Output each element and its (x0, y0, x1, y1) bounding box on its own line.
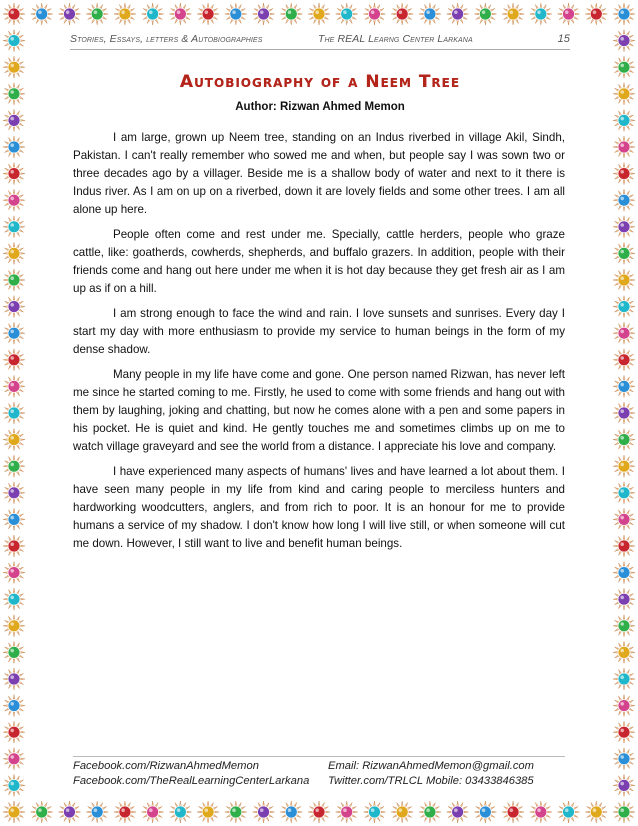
footer-divider (73, 756, 565, 757)
star-ornament-icon (613, 774, 635, 796)
star-ornament-icon (558, 801, 580, 823)
star-ornament-icon (169, 801, 191, 823)
essay-body (73, 129, 565, 560)
star-ornament-icon (3, 242, 25, 264)
star-ornament-icon (3, 322, 25, 344)
star-ornament-icon (447, 3, 469, 25)
star-ornament-icon (114, 3, 136, 25)
star-ornament-icon (253, 801, 275, 823)
star-ornament-icon (114, 801, 136, 823)
star-ornament-icon (280, 3, 302, 25)
star-ornament-icon (613, 349, 635, 371)
star-ornament-icon (3, 721, 25, 743)
star-ornament-icon (197, 3, 219, 25)
star-ornament-icon (253, 3, 275, 25)
star-ornament-icon (3, 588, 25, 610)
page-footer (73, 759, 565, 789)
star-ornament-icon (419, 3, 441, 25)
star-ornament-icon (613, 163, 635, 185)
star-ornament-icon (3, 748, 25, 770)
star-ornament-icon (3, 56, 25, 78)
star-ornament-icon (613, 269, 635, 291)
star-ornament-icon (613, 109, 635, 131)
star-ornament-icon (613, 695, 635, 717)
star-ornament-icon (31, 3, 53, 25)
star-ornament-icon (585, 801, 607, 823)
star-ornament-icon (142, 3, 164, 25)
star-ornament-icon (280, 801, 302, 823)
page-header (70, 33, 570, 49)
star-ornament-icon (225, 801, 247, 823)
star-ornament-icon (613, 482, 635, 504)
star-ornament-icon (613, 83, 635, 105)
star-ornament-icon (3, 189, 25, 211)
star-ornament-icon (3, 801, 25, 823)
star-ornament-icon (3, 668, 25, 690)
star-ornament-icon (3, 429, 25, 451)
star-ornament-icon (169, 3, 191, 25)
star-ornament-icon (3, 349, 25, 371)
footer-email: Email: RizwanAhmedMemon@gmail.com (328, 760, 534, 772)
footer-facebook-personal: Facebook.com/RizwanAhmedMemon (73, 760, 259, 772)
star-ornament-icon (3, 296, 25, 318)
star-ornament-icon (364, 3, 386, 25)
star-ornament-icon (502, 801, 524, 823)
star-ornament-icon (3, 562, 25, 584)
star-ornament-icon (613, 668, 635, 690)
star-ornament-icon (3, 216, 25, 238)
star-ornament-icon (31, 801, 53, 823)
star-ornament-icon (3, 83, 25, 105)
star-ornament-icon (613, 296, 635, 318)
star-ornament-icon (613, 429, 635, 451)
star-ornament-icon (613, 189, 635, 211)
star-ornament-icon (391, 3, 413, 25)
star-ornament-icon (613, 455, 635, 477)
star-ornament-icon (3, 615, 25, 637)
paragraph: I am large, grown up Neem tree, standing on an Indus riverbed in village Akil, Sindh, Pakistan. I can't really remember who sowed me and when, but people say I was sown two or three decades ago by a villager. Beside me is a shallow body of water and next to it there is Indus river. As I am on up on a riverbed, down it are lovely fields and some other trees. I am all alone up here. (73, 131, 565, 216)
paragraph: Many people in my life have come and gone. One person named Rizwan, has never left me since he started coming to me. Firstly, he used to come with some friends and hang out with them by laughing, joking and chatting, but now he comes alone with a pen and some papers in his pocket. He is quiet and kind. He gently touches me and sometimes climbs up on me to watch village graveyard and see the world from a distance. I appreciate his love and company. (73, 368, 565, 453)
star-ornament-icon (613, 535, 635, 557)
star-ornament-icon (613, 136, 635, 158)
star-ornament-icon (391, 801, 413, 823)
star-ornament-icon (558, 3, 580, 25)
star-ornament-icon (3, 695, 25, 717)
star-ornament-icon (474, 801, 496, 823)
star-ornament-icon (3, 136, 25, 158)
star-ornament-icon (86, 801, 108, 823)
star-ornament-icon (613, 641, 635, 663)
star-ornament-icon (613, 242, 635, 264)
star-ornament-icon (613, 402, 635, 424)
paragraph: People often come and rest under me. Specially, cattle herders, people who graze cattle, like: goatherds, cowherds, shepherds, and buffalo grazers. In addition, people with their friends come and hang out here under me when it is hot day because they get fresh air as I am up as if on a hill. (73, 228, 565, 295)
header-center-title: The REAL Learng Center Larkana (318, 33, 473, 45)
star-ornament-icon (502, 3, 524, 25)
star-ornament-icon (336, 3, 358, 25)
star-ornament-icon (86, 3, 108, 25)
page-number: 15 (557, 33, 570, 45)
star-ornament-icon (530, 801, 552, 823)
star-ornament-icon (3, 641, 25, 663)
star-ornament-icon (3, 402, 25, 424)
star-ornament-icon (308, 3, 330, 25)
footer-facebook-center: Facebook.com/TheRealLearningCenterLarkana (73, 775, 310, 787)
star-ornament-icon (142, 801, 164, 823)
header-divider (70, 49, 570, 50)
star-ornament-icon (613, 375, 635, 397)
star-ornament-icon (3, 30, 25, 52)
paragraph: I am strong enough to face the wind and rain. I love sunsets and sunrises. Every day I start my day with more enthusiasm to provide my service to human beings in the form of my dense shadow. (73, 307, 565, 356)
star-ornament-icon (3, 3, 25, 25)
star-ornament-icon (613, 721, 635, 743)
star-ornament-icon (613, 322, 635, 344)
star-ornament-icon (3, 163, 25, 185)
star-ornament-icon (225, 3, 247, 25)
paragraph: I have experienced many aspects of humans' lives and have learned a lot about them. I have seen many people in my life from kind and caring people to merciless hunters and hardworking woodcutters, anglers, and from rich to poor. It is an honour for me to provide humans a service of my shadow. I don't know how long I will live still, or when someone will cut me down. However, I still want to live and benefit human beings. (73, 465, 565, 550)
star-ornament-icon (3, 269, 25, 291)
star-ornament-icon (613, 508, 635, 530)
star-ornament-icon (419, 801, 441, 823)
star-ornament-icon (447, 801, 469, 823)
star-ornament-icon (3, 375, 25, 397)
star-ornament-icon (3, 774, 25, 796)
star-ornament-icon (59, 801, 81, 823)
star-ornament-icon (530, 3, 552, 25)
star-ornament-icon (613, 3, 635, 25)
header-series-title: Stories, Essays, letters & Autobiographies (70, 33, 263, 45)
author-line: Author: Rizwan Ahmed Memon (235, 101, 405, 113)
star-ornament-icon (308, 801, 330, 823)
star-ornament-icon (474, 3, 496, 25)
star-ornament-icon (613, 801, 635, 823)
star-ornament-icon (613, 748, 635, 770)
star-ornament-icon (3, 508, 25, 530)
star-ornament-icon (336, 801, 358, 823)
star-ornament-icon (613, 30, 635, 52)
star-ornament-icon (585, 3, 607, 25)
star-ornament-icon (197, 801, 219, 823)
star-ornament-icon (613, 615, 635, 637)
star-ornament-icon (613, 216, 635, 238)
star-ornament-icon (3, 482, 25, 504)
star-ornament-icon (59, 3, 81, 25)
star-ornament-icon (613, 588, 635, 610)
star-ornament-icon (364, 801, 386, 823)
footer-twitter-mobile: Twitter.com/TRLCL Mobile: 03433846385 (328, 775, 534, 787)
star-ornament-icon (613, 562, 635, 584)
star-ornament-icon (613, 56, 635, 78)
star-ornament-icon (3, 535, 25, 557)
star-ornament-icon (3, 109, 25, 131)
star-ornament-icon (3, 455, 25, 477)
document-title: Autobiography of a Neem Tree (60, 72, 580, 92)
